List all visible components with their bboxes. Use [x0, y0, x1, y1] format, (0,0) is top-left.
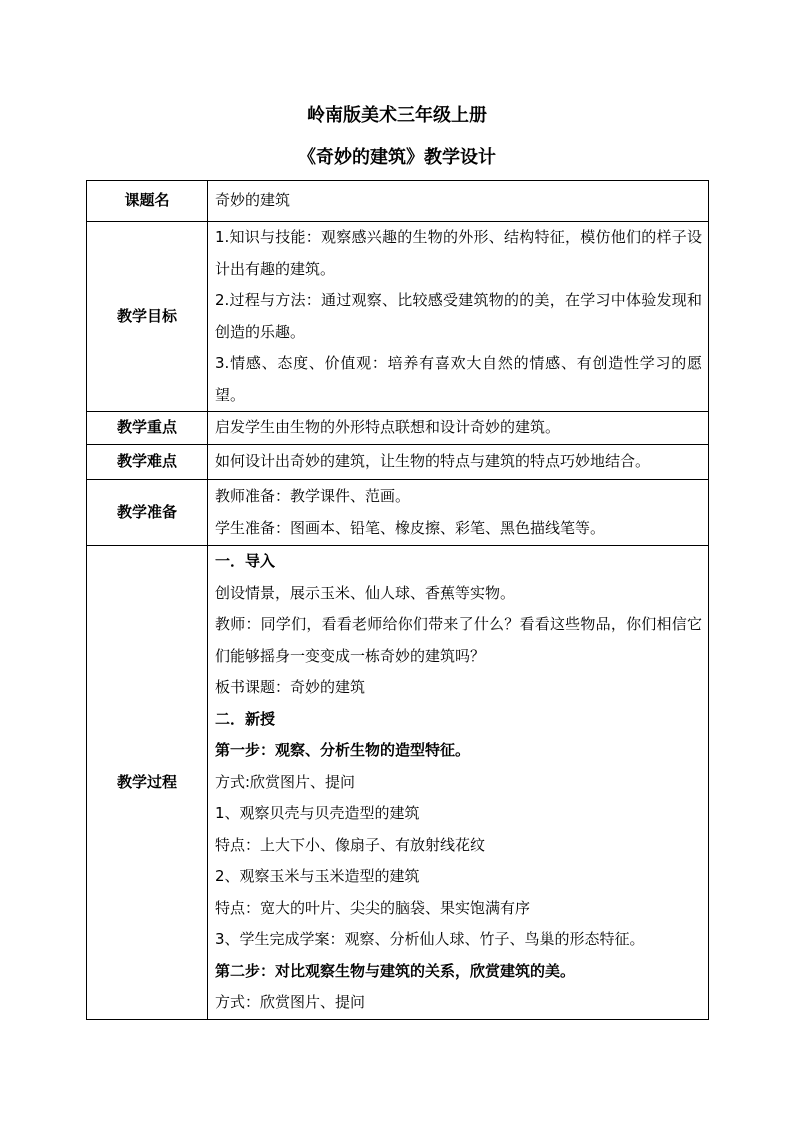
table-row-process — [87, 546, 709, 1020]
process-line: 方式：欣赏图片、提问 — [215, 993, 366, 1011]
process-label: 教学过程 — [87, 546, 208, 1020]
preparation-label: 教学准备 — [87, 480, 208, 546]
process-step-heading: 第一步：观察、分析生物的造型特征。 — [215, 741, 471, 759]
process-step-heading: 第二步：对比观察生物与建筑的关系，欣赏建筑的美。 — [215, 961, 576, 980]
student-preparation: 学生准备：图画本、铅笔、橡皮擦、彩笔、黑色描线笔等。 — [215, 518, 606, 537]
key-point-value: 启发学生由生物的外形特点联想和设计奇妙的建筑。 — [208, 412, 709, 445]
table-row-key-point — [87, 412, 709, 445]
process-line: 特点：宽大的叶片、尖尖的脑袋、果实饱满有序 — [215, 898, 531, 917]
goal-item: 1.知识与技能：观察感兴趣的生物的外形、结构特征，模仿他们的样子设计出有趣的建筑。 — [215, 228, 702, 278]
difficulty-label: 教学难点 — [87, 445, 208, 480]
process-line: 创设情景，展示玉米、仙人球、香蕉等实物。 — [215, 583, 516, 602]
table-row-preparation — [87, 480, 709, 546]
key-point-label: 教学重点 — [87, 412, 208, 445]
process-line: 板书课题：奇妙的建筑 — [215, 678, 366, 696]
process-line: 教师：同学们，看看老师给你们带来了什么？看看这些物品，你们相信它们能够摇身一变变成一栋奇妙的建筑吗？ — [215, 615, 702, 665]
topic-value: 奇妙的建筑 — [208, 181, 709, 222]
goals-label: 教学目标 — [87, 222, 208, 412]
table-row-goals — [87, 222, 709, 412]
table-row-topic — [87, 181, 709, 222]
process-line: 方式:欣赏图片、提问 — [215, 772, 356, 791]
goals-content — [208, 222, 709, 412]
document-title: 岭南版美术三年级上册 — [307, 105, 487, 126]
process-line: 1、观察贝壳与贝壳造型的建筑 — [215, 804, 420, 822]
preparation-content — [208, 480, 709, 546]
table-row-difficulty — [87, 445, 709, 480]
goal-item: 2.过程与方法：通过观察、比较感受建筑物的的美，在学习中体验发现和创造的乐趣。 — [215, 291, 702, 341]
process-line: 3、学生完成学案：观察、分析仙人球、竹子、鸟巢的形态特征。 — [215, 930, 645, 948]
topic-label: 课题名 — [87, 181, 208, 222]
goal-item: 3.情感、态度、价值观：培养有喜欢大自然的情感、有创造性学习的愿望。 — [215, 354, 702, 404]
difficulty-value: 如何设计出奇妙的建筑，让生物的特点与建筑的特点巧妙地结合。 — [208, 445, 709, 480]
process-line: 特点：上大下小、像扇子、有放射线花纹 — [215, 835, 486, 854]
teacher-preparation: 教师准备：教学课件、范画。 — [215, 487, 411, 505]
document-subtitle: 《奇妙的建筑》教学设计 — [298, 147, 496, 168]
process-section-heading: 一．导入 — [215, 552, 276, 570]
lesson-plan-table — [86, 180, 709, 1020]
process-content — [208, 546, 709, 1020]
process-section-heading: 二．新授 — [215, 709, 276, 728]
process-line: 2、观察玉米与玉米造型的建筑 — [215, 867, 420, 885]
